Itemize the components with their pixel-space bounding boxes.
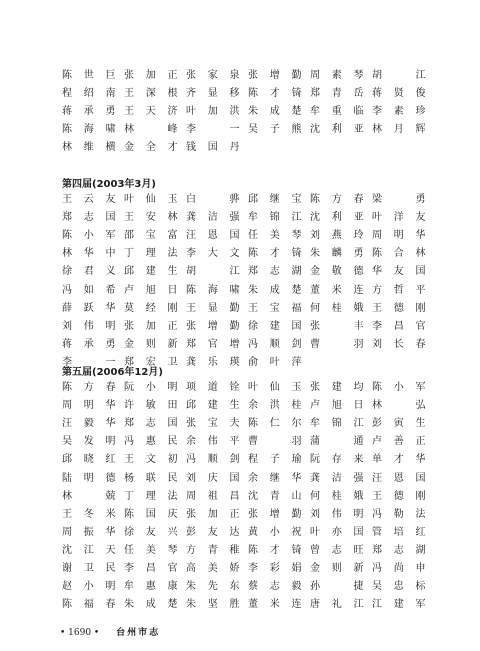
member-name: 冯惠民 xyxy=(124,436,178,448)
member-name: 郑宏卫 xyxy=(124,356,178,368)
member-name: 沈利亚 xyxy=(310,124,364,136)
member-name: 王深根 xyxy=(124,88,178,100)
member-name: 李素珍 xyxy=(372,106,426,118)
member-name: 张家泉 xyxy=(186,70,240,81)
member-name: 齐显移 xyxy=(186,88,240,100)
member-name: 张宝夫 xyxy=(186,418,240,430)
member-name: 黄小祝 xyxy=(248,526,302,538)
member-name: 蔡志毅 xyxy=(248,581,302,593)
member-name: 梁 勇 xyxy=(372,194,426,205)
member-name: 阮小明 xyxy=(124,382,178,393)
member-name: 叶仙玉 xyxy=(248,382,302,393)
name-row xyxy=(0,302,480,320)
member-name: 陆明德 xyxy=(62,472,116,484)
member-name: 程绍南 xyxy=(62,88,116,100)
name-row xyxy=(0,123,480,141)
member-name: 郑志湖 xyxy=(248,266,302,278)
member-name: 董米连 xyxy=(310,284,364,296)
member-name: 卢善正 xyxy=(372,436,426,448)
member-name: 彭寅生 xyxy=(372,418,426,430)
name-row xyxy=(0,508,480,526)
member-name: 朱先东 xyxy=(186,581,240,593)
member-name: 郑青岳 xyxy=(310,88,364,100)
member-name: 蒋承勇 xyxy=(62,338,116,350)
member-name: 林 兢 xyxy=(62,490,116,502)
member-name: 林 峰 xyxy=(124,124,178,136)
member-name: 牟重临 xyxy=(310,106,364,118)
member-name: 余继华 xyxy=(248,472,302,484)
member-name: 管培红 xyxy=(372,526,426,538)
member-name: 任美琴 xyxy=(124,544,178,556)
member-name: 俞叶萍 xyxy=(248,356,302,368)
member-name: 邱建生 xyxy=(186,400,240,412)
member-name: 刘庆国 xyxy=(186,472,240,484)
member-name: 王云友 xyxy=(62,194,116,205)
member-name: 胡 江 xyxy=(186,266,240,278)
member-name: 张增勤 xyxy=(248,70,302,81)
member-name: 吴忠标 xyxy=(372,581,426,593)
member-name: 李彩娟 xyxy=(248,563,302,574)
member-name: 周祖昌 xyxy=(186,490,240,502)
member-name: 龚洁强 xyxy=(310,472,364,484)
member-name: 叶仙玉 xyxy=(124,194,178,205)
name-row xyxy=(0,490,480,508)
member-name: 郑官增 xyxy=(186,338,240,350)
name-row xyxy=(0,247,480,265)
member-name: 张 丰 xyxy=(310,320,364,332)
member-name: 冯如希 xyxy=(62,284,116,296)
name-row xyxy=(0,141,480,159)
member-name: 朱麟勇 xyxy=(310,248,364,260)
member-name: 单才华 xyxy=(372,454,426,466)
member-name: 林 弘 xyxy=(372,400,426,412)
name-row xyxy=(0,417,480,435)
member-name: 叶洋友 xyxy=(372,212,426,224)
member-name: 林维横 xyxy=(62,142,116,154)
member-name: 张加正 xyxy=(124,70,178,81)
member-name: 李 一 xyxy=(186,124,240,136)
name-row xyxy=(0,211,480,229)
member-name: 徐君义 xyxy=(62,266,116,278)
name-row xyxy=(0,338,480,356)
member-name: 张加正 xyxy=(186,508,240,520)
member-name: 刘伟明 xyxy=(310,508,364,520)
member-name: 陈仁尔 xyxy=(248,418,302,430)
member-name: 金则新 xyxy=(310,563,364,574)
member-name: 卢旭日 xyxy=(310,400,364,412)
member-name: 朱成楚 xyxy=(124,599,178,611)
member-name: 陈才锜 xyxy=(248,88,302,100)
member-name: 冯顺剑 xyxy=(186,454,240,466)
member-name: 冯尚申 xyxy=(372,563,426,574)
member-name: 王德刚 xyxy=(372,302,426,314)
member-name: 陈世巨 xyxy=(62,70,116,81)
member-name: 刘长春 xyxy=(372,338,426,350)
member-name: 薛跃华 xyxy=(62,302,116,314)
member-name: 林华中 xyxy=(62,248,116,260)
member-name: 郑志湖 xyxy=(372,544,426,556)
member-name: 沈青山 xyxy=(248,490,302,502)
member-name: 吴子熊 xyxy=(248,124,302,136)
member-name: 邱晓红 xyxy=(62,454,116,466)
member-name: 郑志国 xyxy=(62,212,116,224)
member-name: 江建军 xyxy=(372,599,426,611)
member-name: 林月辉 xyxy=(372,124,426,136)
member-name: 朱成楚 xyxy=(248,284,302,296)
member-name: 蒋承勇 xyxy=(62,106,116,118)
member-name: 王德刚 xyxy=(372,490,426,502)
member-name: 张增勤 xyxy=(186,320,240,332)
member-name: 程子瑜 xyxy=(248,454,302,466)
member-name: 朱成楚 xyxy=(248,106,302,118)
member-name: 叶加洪 xyxy=(186,106,240,118)
member-name: 方哲平 xyxy=(372,284,426,296)
name-row xyxy=(0,544,480,562)
member-name: 陈小军 xyxy=(372,382,426,393)
name-row xyxy=(0,453,480,471)
name-row xyxy=(0,69,480,87)
page-footer xyxy=(60,627,160,639)
member-name: 周明华 xyxy=(372,230,426,242)
name-row xyxy=(0,526,480,544)
member-name: 邵宝富 xyxy=(124,230,178,242)
member-name: 沈江天 xyxy=(62,544,116,556)
member-name: 陈方春 xyxy=(310,194,364,205)
member-name: 孙 捷 xyxy=(310,581,364,593)
member-name: 何桂娥 xyxy=(310,490,364,502)
member-name: 丁理法 xyxy=(124,490,178,502)
member-name: 徐友兴 xyxy=(124,526,178,538)
name-row xyxy=(0,87,480,105)
member-name: 莫经刚 xyxy=(124,302,178,314)
member-name: 李 一 xyxy=(62,356,116,368)
member-name: 王冬米 xyxy=(62,508,116,520)
member-name: 陈海啸 xyxy=(62,124,116,136)
member-name: 张建均 xyxy=(310,382,364,393)
name-row xyxy=(0,320,480,338)
member-name: 李昌官 xyxy=(372,320,426,332)
member-name: 张加正 xyxy=(124,320,178,332)
name-row xyxy=(0,472,480,490)
member-name: 沈利亚 xyxy=(310,212,364,224)
member-name: 刘燕玲 xyxy=(310,230,364,242)
member-name: 陈合林 xyxy=(372,248,426,260)
member-name: 汪毅华 xyxy=(62,418,116,430)
member-name: 阮存来 xyxy=(310,454,364,466)
member-name: 郑志国 xyxy=(124,418,178,430)
member-name: 彭友达 xyxy=(186,526,240,538)
member-name: 金则新 xyxy=(124,338,178,350)
member-name: 任美琴 xyxy=(248,230,302,242)
member-name: 杨联民 xyxy=(124,472,178,484)
member-name: 曹 羽 xyxy=(310,338,364,350)
member-name: 邱继宝 xyxy=(248,194,302,205)
member-name: 朱坚胜 xyxy=(186,599,240,611)
member-name: 董米连 xyxy=(248,599,302,611)
member-name: 唐礼江 xyxy=(310,599,364,611)
member-name: 高美娇 xyxy=(186,563,240,574)
member-name: 项道铨 xyxy=(186,382,240,393)
member-name: 龚乐瑛 xyxy=(186,356,240,368)
page-number: • 1690 • xyxy=(60,628,100,638)
member-name: 冯勒法 xyxy=(372,508,426,520)
member-name: 龚洁强 xyxy=(186,212,240,224)
name-row xyxy=(0,435,480,453)
member-name: 赵小明 xyxy=(62,581,116,593)
member-name: 刘伟明 xyxy=(62,320,116,332)
member-name: 牟锦江 xyxy=(310,418,364,430)
member-name: 吴发明 xyxy=(62,436,116,448)
member-name: 徐建国 xyxy=(248,320,302,332)
member-name: 白 骅 xyxy=(186,194,240,205)
name-row xyxy=(0,381,480,399)
member-name: 王宝福 xyxy=(248,302,302,314)
name-row xyxy=(0,598,480,616)
member-name: 曾志旺 xyxy=(310,544,364,556)
member-name: 蒲 通 xyxy=(310,436,364,448)
member-name: 汪恩国 xyxy=(186,230,240,242)
member-name: 谢卫民 xyxy=(62,563,116,574)
member-name: 余伟平 xyxy=(186,436,240,448)
member-name: 卢旭日 xyxy=(124,284,178,296)
member-name: 陈福春 xyxy=(62,599,116,611)
member-name: 周素琴 xyxy=(310,70,364,81)
member-name: 周明华 xyxy=(62,400,116,412)
member-name: 周振华 xyxy=(62,526,116,538)
member-name: 蒋贤俊 xyxy=(372,88,426,100)
member-name: 叶亦国 xyxy=(310,526,364,538)
name-row xyxy=(0,229,480,247)
section-heading-4th-term: 第四届(2003年3月) xyxy=(62,179,156,190)
name-row xyxy=(0,265,480,283)
name-row xyxy=(0,193,480,211)
member-name: 钱国丹 xyxy=(186,142,240,154)
book-title: 台州市志 xyxy=(116,628,161,638)
member-name: 陈才锜 xyxy=(248,544,302,556)
member-name: 金敬德 xyxy=(310,266,364,278)
member-name: 许敏田 xyxy=(124,400,178,412)
name-row xyxy=(0,284,480,302)
member-name: 王天济 xyxy=(124,106,178,118)
section-heading-5th-term: 第五届(2006年12月) xyxy=(62,367,163,378)
member-name: 华友国 xyxy=(372,266,426,278)
member-name: 陈小军 xyxy=(62,230,116,242)
member-name: 方青稚 xyxy=(186,544,240,556)
member-name: 丁理法 xyxy=(124,248,178,260)
member-name: 陈方春 xyxy=(62,382,116,393)
member-name: 汪恩国 xyxy=(372,472,426,484)
member-name: 王文初 xyxy=(124,454,178,466)
member-name: 李大文 xyxy=(186,248,240,260)
member-name: 冯顺剑 xyxy=(248,338,302,350)
name-row xyxy=(0,580,480,598)
member-name: 牟惠康 xyxy=(124,581,178,593)
member-name: 陈才锜 xyxy=(248,248,302,260)
member-name: 金全才 xyxy=(124,142,178,154)
member-name: 张增勤 xyxy=(248,508,302,520)
member-name: 牟锦江 xyxy=(248,212,302,224)
name-row xyxy=(0,399,480,417)
member-name: 王安林 xyxy=(124,212,178,224)
member-name: 何桂娥 xyxy=(310,302,364,314)
member-name: 邱建生 xyxy=(124,266,178,278)
member-name: 王显勤 xyxy=(186,302,240,314)
name-row xyxy=(0,105,480,123)
member-name: 曹 羽 xyxy=(248,436,302,448)
member-name: 陈海啸 xyxy=(186,284,240,296)
member-name: 陈国庆 xyxy=(124,508,178,520)
member-name: 胡 江 xyxy=(372,70,426,81)
member-name: 李昌官 xyxy=(124,563,178,574)
member-name: 余洪桂 xyxy=(248,400,302,412)
name-row xyxy=(0,562,480,580)
